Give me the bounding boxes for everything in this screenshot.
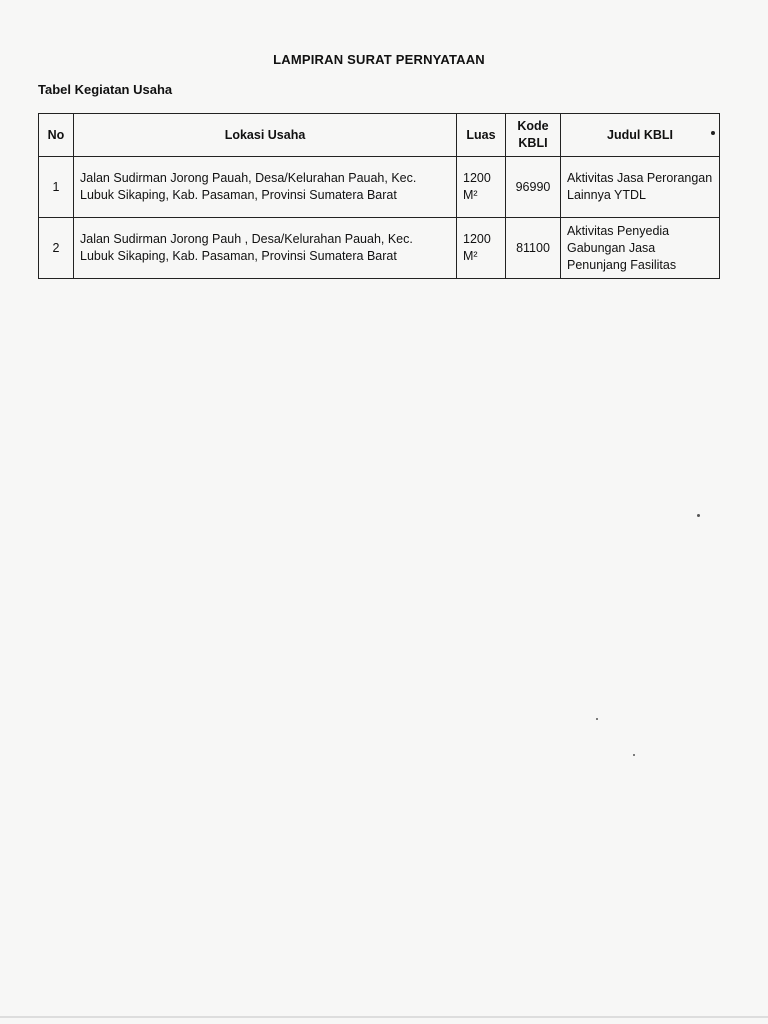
header-judul-kbli bbox=[561, 114, 720, 157]
header-lokasi-usaha: Lokasi Usaha bbox=[74, 114, 457, 157]
row-luas: 1200 M² bbox=[457, 218, 506, 279]
row-kode: 96990 bbox=[506, 157, 561, 218]
scan-speck bbox=[633, 754, 635, 756]
row-lokasi: Jalan Sudirman Jorong Pauah, Desa/Kelurahan Pauah, Kec. Lubuk Sikaping, Kab. Pasaman, Provinsi Sumatera Barat bbox=[74, 157, 457, 218]
row-judul: Aktivitas Penyedia Gabungan Jasa Penunjang Fasilitas bbox=[561, 218, 720, 279]
scan-speck bbox=[697, 514, 700, 517]
row-lokasi: Jalan Sudirman Jorong Pauh , Desa/Kelurahan Pauah, Kec. Lubuk Sikaping, Kab. Pasaman, Provinsi Sumatera Barat bbox=[74, 218, 457, 279]
section-title: Tabel Kegiatan Usaha bbox=[38, 82, 173, 97]
row-judul: Aktivitas Jasa Perorangan Lainnya YTDL bbox=[561, 157, 720, 218]
business-activity-table bbox=[38, 113, 720, 279]
scan-speck bbox=[596, 718, 598, 720]
row-no: 2 bbox=[39, 218, 74, 279]
document-title: LAMPIRAN SURAT PERNYATAAN bbox=[273, 52, 485, 67]
header-luas: Luas bbox=[457, 114, 506, 157]
header-judul-wrap bbox=[567, 127, 713, 144]
header-judul-label: Judul KBLI bbox=[607, 127, 673, 142]
table-row bbox=[39, 218, 720, 279]
header-no: No bbox=[39, 114, 74, 157]
table-row bbox=[39, 157, 720, 218]
scan-bottom-edge bbox=[0, 1016, 768, 1018]
row-no: 1 bbox=[39, 157, 74, 218]
table-header-row bbox=[39, 114, 720, 157]
row-kode: 81100 bbox=[506, 218, 561, 279]
row-luas: 1200 M² bbox=[457, 157, 506, 218]
header-kode-kbli: Kode KBLI bbox=[506, 114, 561, 157]
ink-dot-mark bbox=[711, 131, 715, 135]
